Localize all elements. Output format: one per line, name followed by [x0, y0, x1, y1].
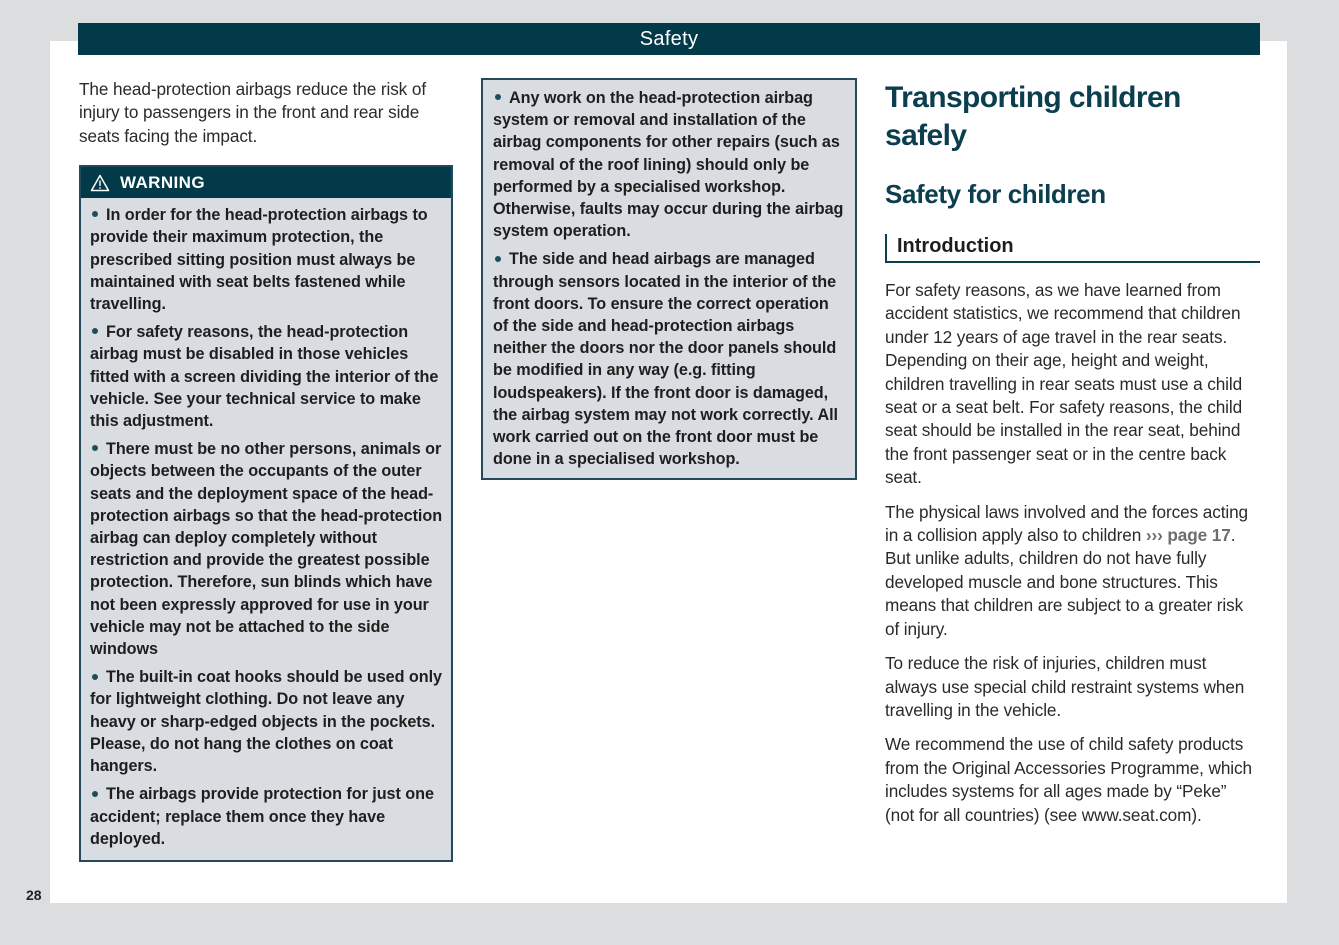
page-number: 28 — [26, 887, 42, 903]
warning-label: WARNING — [120, 172, 205, 192]
subsection-heading: Introduction — [885, 234, 1260, 263]
warning-continuation-box — [481, 78, 857, 480]
warning-header — [81, 167, 451, 198]
bullet-dot-icon — [92, 328, 98, 334]
bullet-dot-icon — [92, 791, 98, 797]
bullet-dot-icon — [495, 256, 501, 262]
left-column — [79, 78, 453, 862]
paragraph: We recommend the use of child safety products from the Original Accessories Programme, which includes systems for all ages made by “Peke” (not for all countries) (see www.seat.com). — [885, 734, 1252, 825]
paragraph: To reduce the risk of injuries, children must always use special child restraint systems when travelling in the vehicle. — [885, 653, 1245, 720]
section-header — [78, 23, 1260, 55]
warning-body — [81, 198, 451, 860]
warning-bullet: The airbags provide protection for just one accident; replace them once they have deployed. — [90, 785, 434, 848]
warning-bullet: The built-in coat hooks should be used only for lightweight clothing. Do not leave any heavy or sharp-edged objects in the pockets. Please, do not hang the clothes on coat hangers. — [90, 668, 443, 776]
section-title: Safety — [639, 28, 699, 50]
warning-box — [79, 165, 453, 862]
warning-triangle-icon — [90, 174, 110, 192]
paragraph: For safety reasons, as we have learned from accident statistics, we recommend that children under 12 years of age travel in the rear seats. Depending on their age, height and weight, children travelling in rear seats must use a child seat or a seat belt. For safety reasons, the child seat should be installed in the rear seat, behind the front passenger seat or in the centre back seat. — [885, 280, 1243, 488]
introduction-text — [885, 279, 1260, 827]
bullet-dot-icon — [92, 674, 98, 680]
warning-bullet: There must be no other persons, animals or objects between the occupants of the outer seats and the deployment space of the head-protection airbags so that the head-protection airbag can deploy completely without restriction and provide the greatest possible protection. Therefore, sun blinds which have not been expressly approved for use in your vehicle may not be attached to the side windows — [90, 440, 443, 659]
page-reference-link[interactable]: ››› page 17 — [1145, 525, 1231, 546]
warning-bullet: The side and head airbags are managed through sensors located in the interior of the front doors. To ensure the correct operation of the side and head-protection airbags neither the doors nor the door panels should be modified in any way (e.g. fitting loudspeakers). If the front door is damaged, the airbag system may not work correctly. All work carried out on the front door must be done in a specialised workshop. — [493, 250, 838, 469]
right-column — [885, 78, 1260, 827]
warning-bullet: In order for the head-protection airbags to provide their maximum protection, the prescribed sitting position must always be maintained with seat belts fastened while travelling. — [90, 206, 428, 314]
section-heading: Safety for children — [885, 179, 1106, 209]
warning-bullet: For safety reasons, the head-protection airbag must be disabled in those vehicles fitted with a screen dividing the interior of the vehicle. See your technical service to make this adjustment. — [90, 323, 439, 431]
warning-bullet: Any work on the head-protection airbag system or removal and installation of the airbag components for other repairs (such as removal of the roof lining) should only be performed by a specialised workshop. Otherwise, faults may occur during the airbag system operation. — [493, 89, 844, 241]
paragraph: The physical laws involved and the forces acting in a collision apply also to children ››› page 17. But unlike adults, children do not have fully developed muscle and bone structures. This means that children are subject to a greater risk of injury. — [885, 501, 1249, 639]
intro-paragraph: The head-protection airbags reduce the risk of injury to passengers in the front and rear side seats facing the impact. — [79, 79, 426, 146]
bullet-dot-icon — [92, 445, 98, 451]
chapter-title: Transporting children safely — [885, 81, 1181, 152]
middle-column — [481, 78, 857, 480]
bullet-dot-icon — [92, 211, 98, 217]
bullet-dot-icon — [495, 94, 501, 100]
